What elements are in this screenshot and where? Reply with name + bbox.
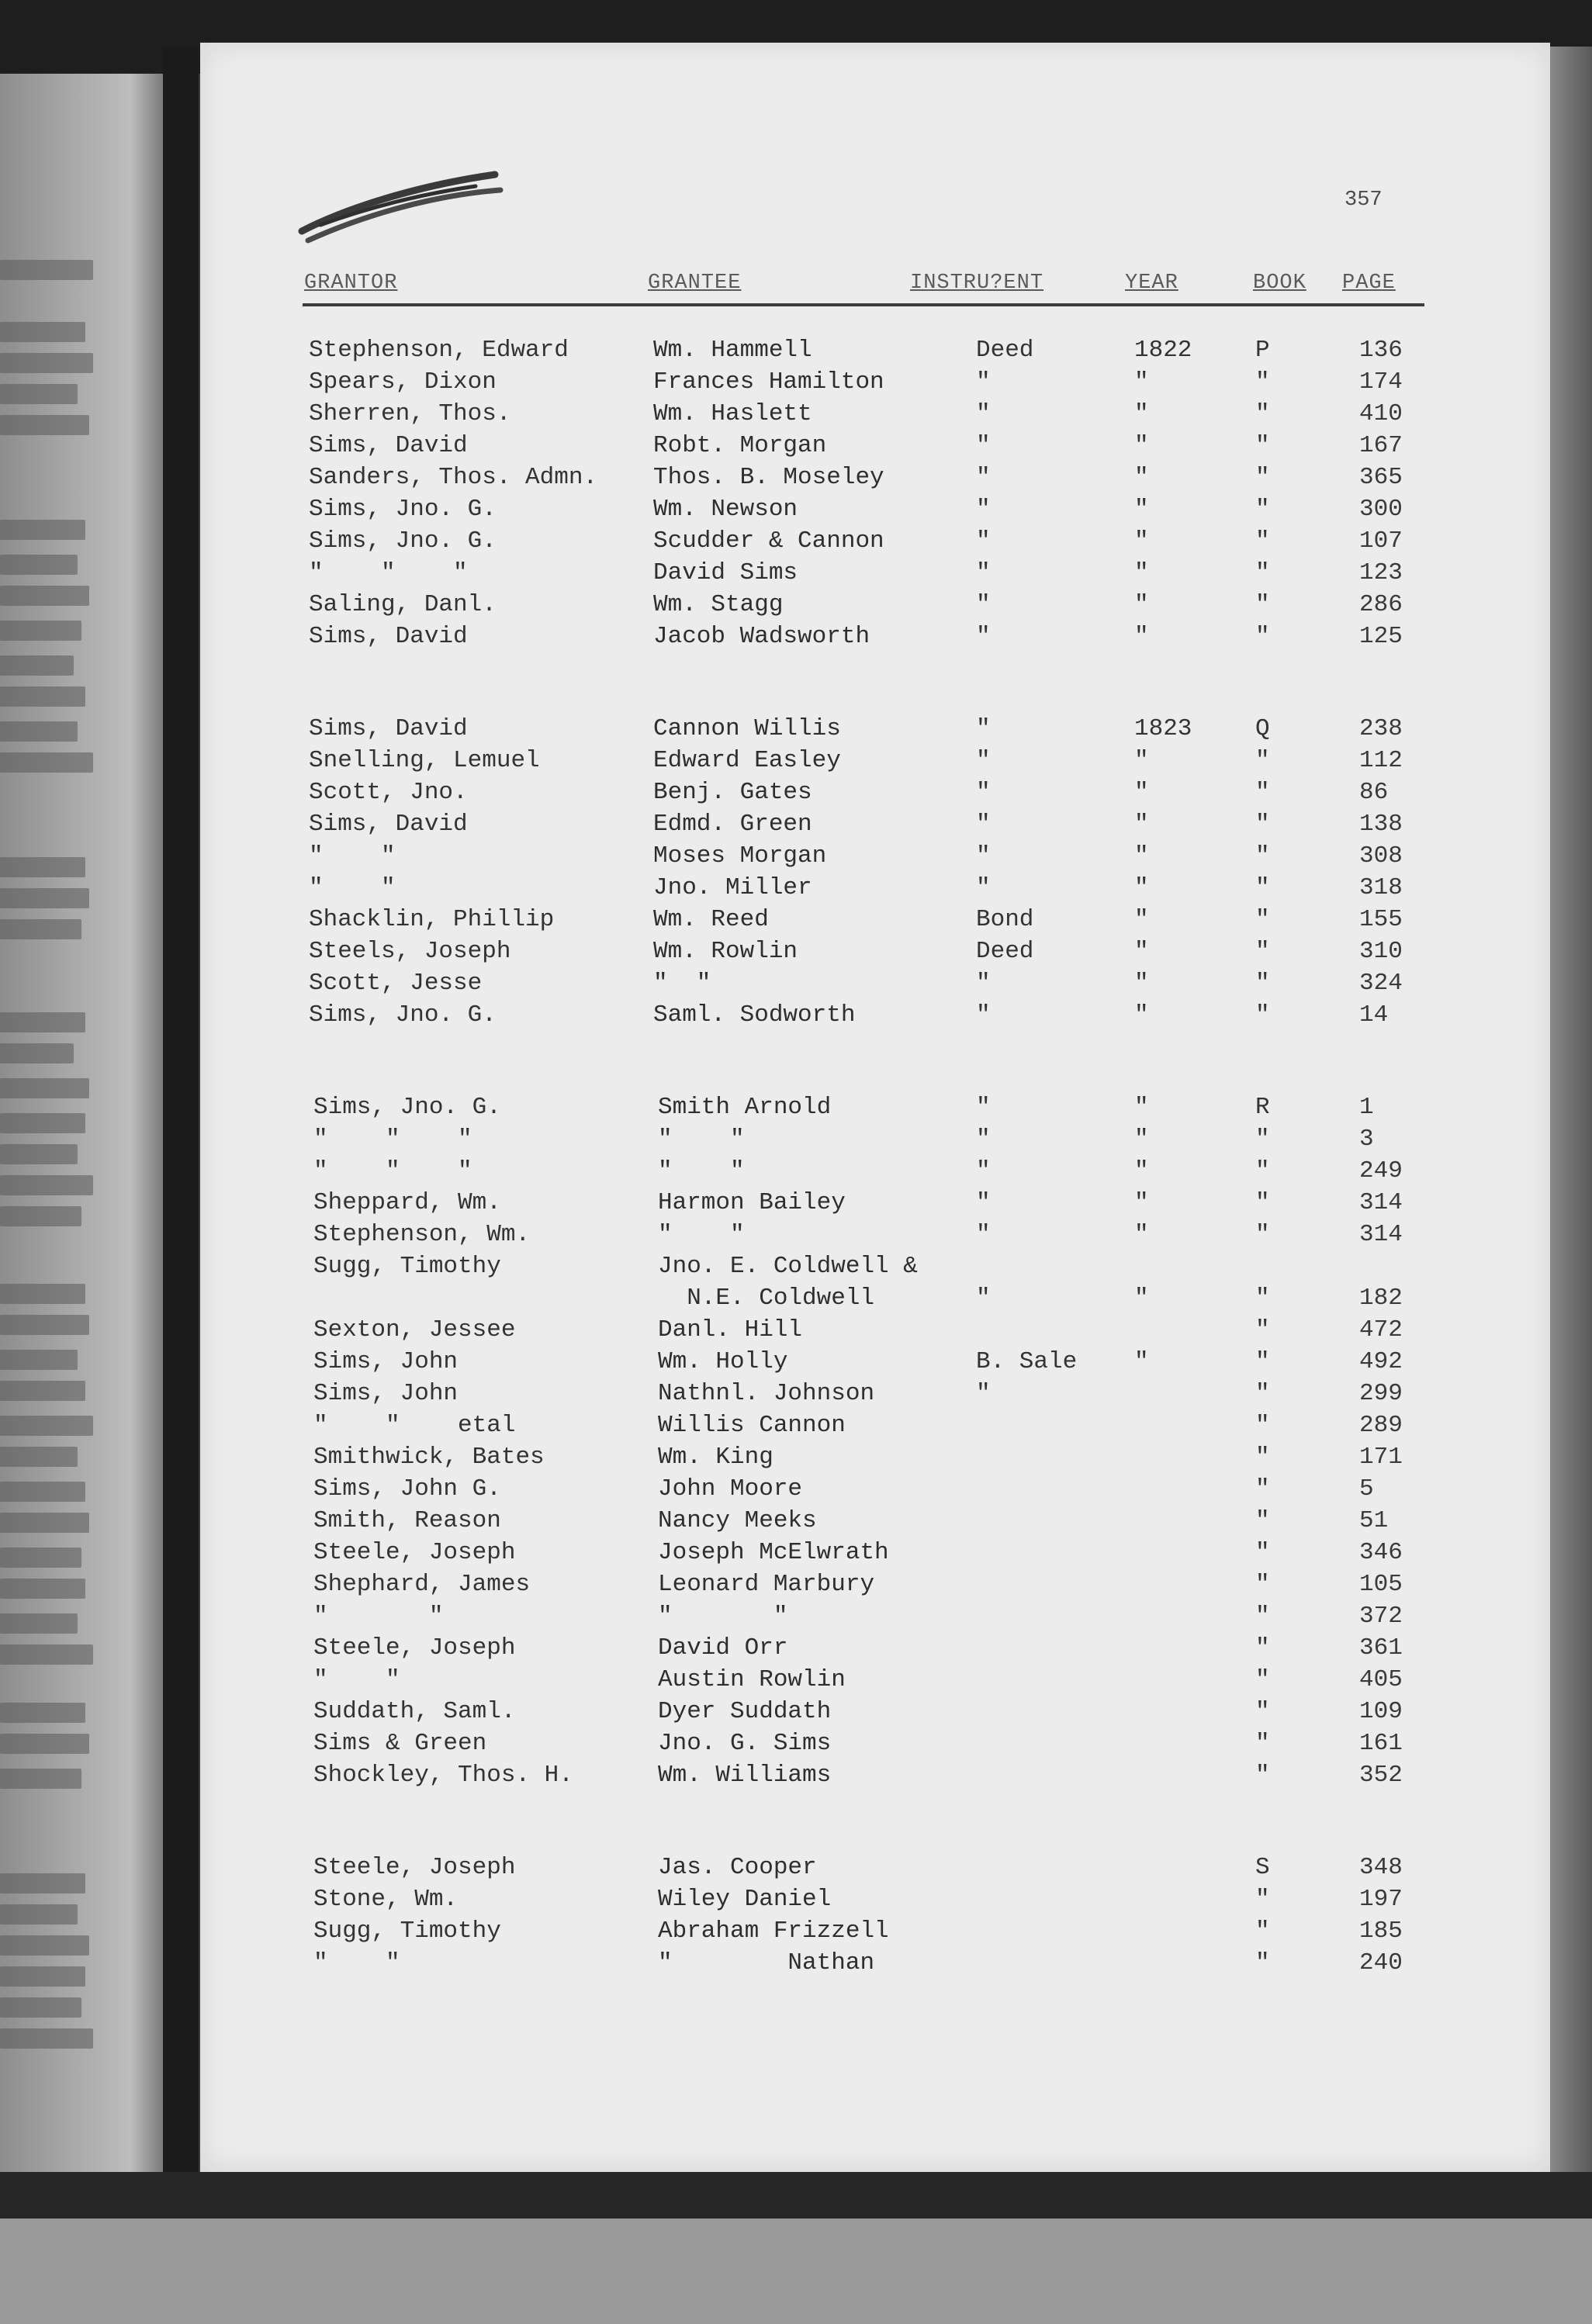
cell-grantor: " " <box>313 1603 444 1630</box>
cell-instrument: " <box>976 970 991 997</box>
cell-book: " <box>1255 1157 1270 1184</box>
table-row <box>0 431 1592 462</box>
cell-instrument: " <box>976 400 991 427</box>
cell-grantor: Sugg, Timothy <box>313 1918 501 1945</box>
cell-grantor: Scott, Jno. <box>309 779 468 806</box>
table-row <box>0 1283 1592 1314</box>
cell-grantee: Nancy Meeks <box>658 1507 817 1534</box>
cell-grantor: " " <box>309 842 396 870</box>
cell-instrument: " <box>976 464 991 491</box>
cell-grantor: Smith, Reason <box>313 1507 501 1534</box>
table-row <box>0 809 1592 840</box>
cell-book: " <box>1255 1886 1270 1913</box>
cell-book: " <box>1255 1126 1270 1153</box>
cell-grantor: Sims, David <box>309 623 468 650</box>
cell-book: Q <box>1255 715 1270 742</box>
cell-instrument: " <box>976 811 991 838</box>
cell-year: 1823 <box>1134 715 1192 742</box>
cell-grantor: Sanders, Thos. Admn. <box>309 464 598 491</box>
cell-year: 1822 <box>1134 337 1192 364</box>
cell-book: " <box>1255 1730 1270 1757</box>
cell-page: 171 <box>1359 1444 1403 1471</box>
cell-book: " <box>1255 1221 1270 1248</box>
cell-grantee: David Sims <box>653 559 798 586</box>
cell-grantor: Stephenson, Wm. <box>313 1221 531 1248</box>
cell-year: " <box>1134 1126 1149 1153</box>
table-row <box>0 1315 1592 1346</box>
cell-page: 410 <box>1359 400 1403 427</box>
cell-page: 136 <box>1359 337 1403 364</box>
cell-grantee: Joseph McElwrath <box>658 1539 889 1566</box>
cell-instrument: Deed <box>976 938 1034 965</box>
cell-grantor: Sims, David <box>309 432 468 459</box>
cell-page: 197 <box>1359 1886 1403 1913</box>
table-row <box>0 526 1592 557</box>
table-row <box>0 1569 1592 1600</box>
cell-book: " <box>1255 527 1270 555</box>
cell-grantee: Benj. Gates <box>653 779 812 806</box>
cell-page: 300 <box>1359 496 1403 523</box>
cell-page: 1 <box>1359 1094 1374 1121</box>
cell-book: " <box>1255 1475 1270 1503</box>
cell-year: " <box>1134 559 1149 586</box>
table-row <box>0 1474 1592 1505</box>
cell-year: " <box>1134 874 1149 901</box>
cell-grantor: Steele, Joseph <box>313 1634 516 1662</box>
table-row <box>0 1410 1592 1441</box>
cell-grantor: Sims, John G. <box>313 1475 501 1503</box>
page-number: 357 <box>1345 188 1383 212</box>
cell-page: 361 <box>1359 1634 1403 1662</box>
cell-book: " <box>1255 1539 1270 1566</box>
cell-grantor: Shockley, Thos. H. <box>313 1762 573 1789</box>
cell-grantee: Abraham Frizzell <box>658 1918 889 1945</box>
cell-book: " <box>1255 938 1270 965</box>
cell-grantee: Wm. Stagg <box>653 591 784 618</box>
cell-grantee: " " <box>653 970 711 997</box>
cell-grantor: Sugg, Timothy <box>313 1253 501 1280</box>
cell-instrument: " <box>976 779 991 806</box>
cell-page: 138 <box>1359 811 1403 838</box>
cell-grantor: Shephard, James <box>313 1571 531 1598</box>
cell-grantor: Steele, Joseph <box>313 1539 516 1566</box>
cell-grantor: Sims, Jno. G. <box>309 496 497 523</box>
cell-grantee: Dyer Suddath <box>658 1698 832 1725</box>
cell-grantor: Sims, Jno. G. <box>313 1094 501 1121</box>
cell-book: " <box>1255 623 1270 650</box>
cell-page: 167 <box>1359 432 1403 459</box>
cell-instrument: " <box>976 496 991 523</box>
cell-grantee: Willis Cannon <box>658 1412 846 1439</box>
table-row <box>0 1537 1592 1568</box>
cell-book: " <box>1255 1412 1270 1439</box>
table-row <box>0 1219 1592 1250</box>
cell-grantee: Danl. Hill <box>658 1316 803 1344</box>
cell-grantor: Sims & Green <box>313 1730 487 1757</box>
cell-instrument: B. Sale <box>976 1348 1078 1375</box>
cell-grantor: Sims, Jno. G. <box>309 1001 497 1029</box>
cell-grantee: David Orr <box>658 1634 788 1662</box>
table-row <box>0 335 1592 366</box>
cell-grantee: Leonard Marbury <box>658 1571 875 1598</box>
cell-instrument: " <box>976 1157 991 1184</box>
cell-instrument: " <box>976 842 991 870</box>
table-row <box>0 904 1592 935</box>
table-row <box>0 745 1592 776</box>
cell-page: 107 <box>1359 527 1403 555</box>
cell-instrument: " <box>976 1094 991 1121</box>
cell-book: " <box>1255 1444 1270 1471</box>
cell-book: " <box>1255 747 1270 774</box>
cell-instrument: " <box>976 623 991 650</box>
cell-grantee: Frances Hamilton <box>653 368 884 396</box>
table-header <box>0 271 1592 306</box>
cell-grantee: " " <box>658 1221 745 1248</box>
cell-year: " <box>1134 496 1149 523</box>
cell-grantor: Stone, Wm. <box>313 1886 459 1913</box>
cell-grantee: Smith Arnold <box>658 1094 832 1121</box>
cell-book: " <box>1255 1918 1270 1945</box>
cell-year: " <box>1134 1001 1149 1029</box>
table-row <box>0 1156 1592 1187</box>
cell-page: 318 <box>1359 874 1403 901</box>
cell-grantor: Suddath, Saml. <box>313 1698 516 1725</box>
cell-book: " <box>1255 970 1270 997</box>
cell-grantor: Sheppard, Wm. <box>313 1189 501 1216</box>
table-row <box>0 1948 1592 1979</box>
cell-grantee: Wiley Daniel <box>658 1886 832 1913</box>
cell-grantee: Thos. B. Moseley <box>653 464 884 491</box>
cell-book: " <box>1255 842 1270 870</box>
table-row <box>0 1665 1592 1696</box>
cell-grantee: Wm. Newson <box>653 496 798 523</box>
cell-book: " <box>1255 1571 1270 1598</box>
cell-grantor: " " etal <box>313 1412 516 1439</box>
cell-instrument: " <box>976 1285 991 1312</box>
cell-page: 346 <box>1359 1539 1403 1566</box>
cell-page: 185 <box>1359 1918 1403 1945</box>
cell-year: " <box>1134 591 1149 618</box>
cell-year: " <box>1134 906 1149 933</box>
cell-book: " <box>1255 368 1270 396</box>
cell-page: 112 <box>1359 747 1403 774</box>
cell-book: " <box>1255 400 1270 427</box>
cell-page: 3 <box>1359 1126 1374 1153</box>
cell-year: " <box>1134 970 1149 997</box>
cell-page: 299 <box>1359 1380 1403 1407</box>
header-instrument: INSTRU?ENT <box>910 271 1044 295</box>
cell-grantee: Austin Rowlin <box>658 1666 846 1693</box>
cell-page: 365 <box>1359 464 1403 491</box>
header-year: YEAR <box>1125 271 1178 295</box>
cell-grantor: Stephenson, Edward <box>309 337 569 364</box>
cell-grantor: Sims, John <box>313 1348 459 1375</box>
table-row <box>0 1124 1592 1155</box>
cell-page: 238 <box>1359 715 1403 742</box>
cell-grantee: Wm. Holly <box>658 1348 788 1375</box>
cell-page: 109 <box>1359 1698 1403 1725</box>
header-grantee: GRANTEE <box>648 271 742 295</box>
cell-book: " <box>1255 811 1270 838</box>
cell-grantee: Edmd. Green <box>653 811 812 838</box>
cell-book: " <box>1255 1316 1270 1344</box>
cell-page: 310 <box>1359 938 1403 965</box>
cell-grantee: Jno. Miller <box>653 874 812 901</box>
table-row <box>0 1633 1592 1664</box>
cell-grantee: Jas. Cooper <box>658 1854 817 1881</box>
cell-page: 352 <box>1359 1762 1403 1789</box>
cell-book: " <box>1255 1634 1270 1662</box>
cell-grantor: " " " <box>313 1126 472 1153</box>
cell-grantor: Snelling, Lemuel <box>309 747 540 774</box>
table-row <box>0 367 1592 398</box>
cell-instrument: Deed <box>976 337 1034 364</box>
table-row <box>0 1378 1592 1409</box>
cell-instrument: " <box>976 874 991 901</box>
cell-page: 161 <box>1359 1730 1403 1757</box>
crossed-out-mark <box>297 163 507 248</box>
table-row <box>0 936 1592 967</box>
table-row <box>0 714 1592 745</box>
cell-year: " <box>1134 747 1149 774</box>
cell-book: " <box>1255 496 1270 523</box>
cell-instrument: " <box>976 527 991 555</box>
cell-grantor: Spears, Dixon <box>309 368 497 396</box>
cell-page: 249 <box>1359 1157 1403 1184</box>
cell-book: " <box>1255 1507 1270 1534</box>
table-row <box>0 621 1592 652</box>
cell-grantee: Wm. Rowlin <box>653 938 798 965</box>
cell-page: 472 <box>1359 1316 1403 1344</box>
cell-book: " <box>1255 1001 1270 1029</box>
header-rule <box>303 303 1424 306</box>
cell-page: 182 <box>1359 1285 1403 1312</box>
cell-year: " <box>1134 1157 1149 1184</box>
cell-page: 14 <box>1359 1001 1389 1029</box>
cell-year: " <box>1134 811 1149 838</box>
cell-page: 51 <box>1359 1507 1389 1534</box>
table-row <box>0 1916 1592 1947</box>
cell-grantee: Jacob Wadsworth <box>653 623 870 650</box>
cell-year: " <box>1134 1285 1149 1312</box>
cell-year: " <box>1134 1348 1149 1375</box>
cell-book: " <box>1255 1380 1270 1407</box>
cell-year: " <box>1134 623 1149 650</box>
table-row <box>0 1092 1592 1123</box>
cell-page: 324 <box>1359 970 1403 997</box>
cell-grantor: " " <box>313 1949 400 1976</box>
cell-year: " <box>1134 842 1149 870</box>
cell-grantee: Edward Easley <box>653 747 841 774</box>
table-row <box>0 1442 1592 1473</box>
cell-grantor: Saling, Danl. <box>309 591 497 618</box>
cell-page: 492 <box>1359 1348 1403 1375</box>
table-row <box>0 968 1592 999</box>
cell-grantee: Wm. Reed <box>653 906 769 933</box>
table-row <box>0 1251 1592 1282</box>
cell-page: 372 <box>1359 1603 1403 1630</box>
cell-book: " <box>1255 1698 1270 1725</box>
table-row <box>0 558 1592 589</box>
table-row <box>0 1506 1592 1537</box>
cell-instrument: " <box>976 559 991 586</box>
cell-grantee: Jno. E. Coldwell & <box>658 1253 918 1280</box>
cell-grantee: " " <box>658 1603 788 1630</box>
cell-instrument: " <box>976 1221 991 1248</box>
cell-instrument: " <box>976 1126 991 1153</box>
cell-book: " <box>1255 1189 1270 1216</box>
cell-book: " <box>1255 1285 1270 1312</box>
cell-grantee: Wm. Williams <box>658 1762 832 1789</box>
cell-book: " <box>1255 1348 1270 1375</box>
cell-instrument: " <box>976 1380 991 1407</box>
cell-book: " <box>1255 591 1270 618</box>
cell-book: " <box>1255 559 1270 586</box>
cell-book: " <box>1255 432 1270 459</box>
cell-year: " <box>1134 938 1149 965</box>
table-row <box>0 1188 1592 1219</box>
cell-grantor: Steels, Joseph <box>309 938 511 965</box>
cell-page: 155 <box>1359 906 1403 933</box>
cell-instrument: " <box>976 1001 991 1029</box>
table-row <box>0 1760 1592 1791</box>
cell-year: " <box>1134 527 1149 555</box>
cell-grantor: Sims, David <box>309 715 468 742</box>
cell-grantor: Scott, Jesse <box>309 970 483 997</box>
cell-instrument: " <box>976 432 991 459</box>
table-row <box>0 462 1592 493</box>
table-row <box>0 590 1592 621</box>
cell-grantee: Harmon Bailey <box>658 1189 846 1216</box>
table-row <box>0 1852 1592 1883</box>
cell-grantee: Jno. G. Sims <box>658 1730 832 1757</box>
cell-instrument: " <box>976 368 991 396</box>
cell-grantor: Sims, David <box>309 811 468 838</box>
cell-year: " <box>1134 779 1149 806</box>
cell-book: " <box>1255 779 1270 806</box>
cell-year: " <box>1134 1189 1149 1216</box>
cell-year: " <box>1134 400 1149 427</box>
cell-grantor: Sims, Jno. G. <box>309 527 497 555</box>
cell-page: 174 <box>1359 368 1403 396</box>
header-grantor: GRANTOR <box>304 271 398 295</box>
cell-page: 348 <box>1359 1854 1403 1881</box>
table-row <box>0 841 1592 872</box>
film-bottom-border <box>0 2219 1592 2324</box>
cell-page: 5 <box>1359 1475 1374 1503</box>
table-row <box>0 873 1592 904</box>
cell-year: " <box>1134 1094 1149 1121</box>
cell-page: 405 <box>1359 1666 1403 1693</box>
cell-grantor: " " " <box>309 559 468 586</box>
table-row <box>0 494 1592 525</box>
cell-grantor: Sherren, Thos. <box>309 400 511 427</box>
cell-grantee: John Moore <box>658 1475 803 1503</box>
cell-grantor: " " <box>313 1666 400 1693</box>
cell-grantor: Sexton, Jessee <box>313 1316 516 1344</box>
cell-year: " <box>1134 368 1149 396</box>
cell-page: 314 <box>1359 1221 1403 1248</box>
film-bottom-shadow <box>0 2172 1592 2219</box>
cell-page: 123 <box>1359 559 1403 586</box>
cell-grantee: Wm. King <box>658 1444 774 1471</box>
cell-instrument: " <box>976 715 991 742</box>
cell-instrument: Bond <box>976 906 1034 933</box>
cell-page: 286 <box>1359 591 1403 618</box>
cell-grantee: " Nathan <box>658 1949 875 1976</box>
table-row <box>0 1000 1592 1031</box>
cell-grantor: " " <box>309 874 396 901</box>
cell-page: 125 <box>1359 623 1403 650</box>
cell-book: " <box>1255 906 1270 933</box>
cell-grantee: Wm. Haslett <box>653 400 812 427</box>
table-row <box>0 399 1592 430</box>
cell-grantee: Robt. Morgan <box>653 432 827 459</box>
cell-grantor: " " " <box>313 1157 472 1184</box>
cell-page: 105 <box>1359 1571 1403 1598</box>
cell-book: " <box>1255 1949 1270 1976</box>
cell-grantee: Scudder & Cannon <box>653 527 884 555</box>
cell-page: 240 <box>1359 1949 1403 1976</box>
table-row <box>0 777 1592 808</box>
cell-grantee: Cannon Willis <box>653 715 841 742</box>
cell-grantee: " " <box>658 1126 745 1153</box>
cell-instrument: " <box>976 1189 991 1216</box>
cell-year: " <box>1134 464 1149 491</box>
cell-grantee: Moses Morgan <box>653 842 827 870</box>
cell-grantee: Saml. Sodworth <box>653 1001 856 1029</box>
table-row <box>0 1696 1592 1727</box>
cell-book: " <box>1255 874 1270 901</box>
cell-grantee: N.E. Coldwell <box>658 1285 875 1312</box>
header-book: BOOK <box>1253 271 1306 295</box>
cell-page: 308 <box>1359 842 1403 870</box>
cell-page: 314 <box>1359 1189 1403 1216</box>
table-row <box>0 1884 1592 1915</box>
table-row <box>0 1347 1592 1378</box>
cell-page: 289 <box>1359 1412 1403 1439</box>
cell-grantee: " " <box>658 1157 745 1184</box>
cell-book: " <box>1255 1603 1270 1630</box>
cell-book: R <box>1255 1094 1270 1121</box>
cell-book: " <box>1255 464 1270 491</box>
cell-year: " <box>1134 432 1149 459</box>
cell-page: 86 <box>1359 779 1389 806</box>
header-page: PAGE <box>1342 271 1396 295</box>
cell-book: " <box>1255 1666 1270 1693</box>
cell-instrument: " <box>976 591 991 618</box>
cell-grantor: Smithwick, Bates <box>313 1444 545 1471</box>
cell-grantee: Nathnl. Johnson <box>658 1380 875 1407</box>
cell-grantee: Wm. Hammell <box>653 337 812 364</box>
table-row <box>0 1601 1592 1632</box>
cell-grantor: Sims, John <box>313 1380 459 1407</box>
cell-grantor: Steele, Joseph <box>313 1854 516 1881</box>
table-row <box>0 1728 1592 1759</box>
cell-book: S <box>1255 1854 1270 1881</box>
cell-instrument: " <box>976 747 991 774</box>
cell-year: " <box>1134 1221 1149 1248</box>
cell-book: " <box>1255 1762 1270 1789</box>
cell-grantor: Shacklin, Phillip <box>309 906 555 933</box>
cell-book: P <box>1255 337 1270 364</box>
